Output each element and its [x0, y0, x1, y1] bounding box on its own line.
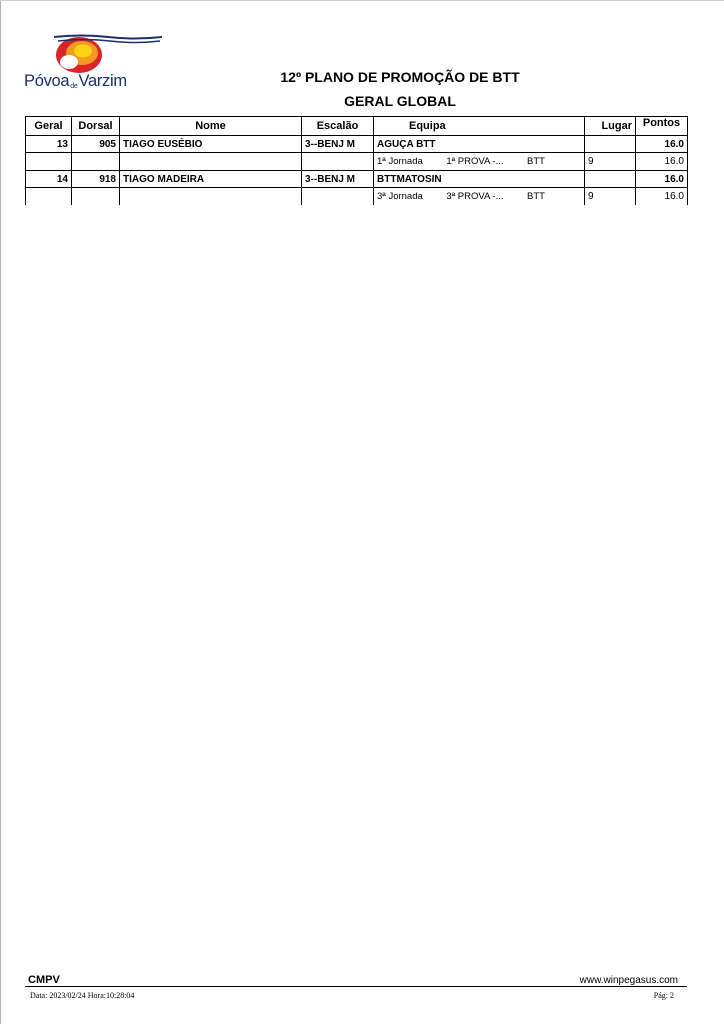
header-dorsal: Dorsal — [72, 117, 120, 136]
page-subtitle: GERAL GLOBAL — [344, 93, 456, 109]
waves-icon — [52, 34, 164, 44]
table-detail-row — [26, 153, 688, 171]
footer-date: Data: 2023/02/24 Hora:10:28:04 — [30, 991, 135, 1000]
cell-empty — [26, 153, 72, 171]
footer-page-number: Pág: 2 — [653, 991, 674, 1000]
cell-empty — [72, 153, 120, 171]
detail-lugar: 9 — [585, 153, 636, 171]
page-border — [0, 0, 1, 1024]
cell-escalao: 3--BENJ M — [302, 171, 374, 188]
header-pontos: Pontos — [636, 117, 688, 136]
page-title: 12º PLANO DE PROMOÇÃO DE BTT — [280, 69, 520, 85]
povoa-de-varzim-logo — [24, 34, 136, 100]
logo-text-varzim: Varzim — [78, 72, 127, 90]
cell-lugar — [585, 171, 636, 188]
detail-prova: 3ª PROVA -... — [446, 191, 504, 202]
cell-nome: TIAGO EUSÉBIO — [120, 136, 302, 153]
cell-pontos: 16.0 — [636, 171, 688, 188]
header-nome: Nome — [120, 117, 302, 136]
header-escalao: Escalão — [302, 117, 374, 136]
cell-empty — [302, 153, 374, 171]
cell-geral: 14 — [26, 171, 72, 188]
detail-pontos: 16.0 — [636, 188, 688, 206]
table-row — [26, 136, 688, 153]
cell-empty — [72, 188, 120, 206]
logo-text-de: de — [70, 83, 78, 90]
detail-tipo: BTT — [527, 191, 545, 202]
table-detail-row — [26, 188, 688, 206]
cell-escalao: 3--BENJ M — [302, 136, 374, 153]
cell-empty — [120, 188, 302, 206]
cell-equipa: AGUÇA BTT — [374, 136, 585, 153]
cell-lugar — [585, 136, 636, 153]
detail-pontos: 16.0 — [636, 153, 688, 171]
cell-dorsal: 918 — [72, 171, 120, 188]
cell-detail-equipa — [374, 188, 585, 206]
cell-detail-equipa — [374, 153, 585, 171]
results-table — [25, 116, 688, 205]
detail-lugar: 9 — [585, 188, 636, 206]
footer-website-link[interactable]: www.winpegasus.com — [579, 975, 678, 986]
detail-tipo: BTT — [527, 156, 545, 167]
cell-empty — [26, 188, 72, 206]
detail-jornada: 3ª Jornada — [377, 191, 423, 202]
header-lugar: Lugar — [585, 117, 636, 136]
cell-nome: TIAGO MADEIRA — [120, 171, 302, 188]
table-row — [26, 171, 688, 188]
logo-text-povoa: Póvoa — [24, 72, 70, 90]
cell-pontos: 16.0 — [636, 136, 688, 153]
cell-geral: 13 — [26, 136, 72, 153]
header-equipa: Equipa — [374, 117, 585, 136]
header-geral: Geral — [26, 117, 72, 136]
detail-prova: 1ª PROVA -... — [446, 156, 504, 167]
page-border-top — [0, 0, 724, 1]
logo-wordmark — [24, 72, 127, 91]
cell-equipa: BTTMATOSIN — [374, 171, 585, 188]
cell-dorsal: 905 — [72, 136, 120, 153]
cell-empty — [120, 153, 302, 171]
table-header-row — [26, 117, 688, 136]
footer-org: CMPV — [28, 974, 60, 986]
cell-empty — [302, 188, 374, 206]
detail-jornada: 1ª Jornada — [377, 156, 423, 167]
footer-divider — [25, 986, 687, 987]
